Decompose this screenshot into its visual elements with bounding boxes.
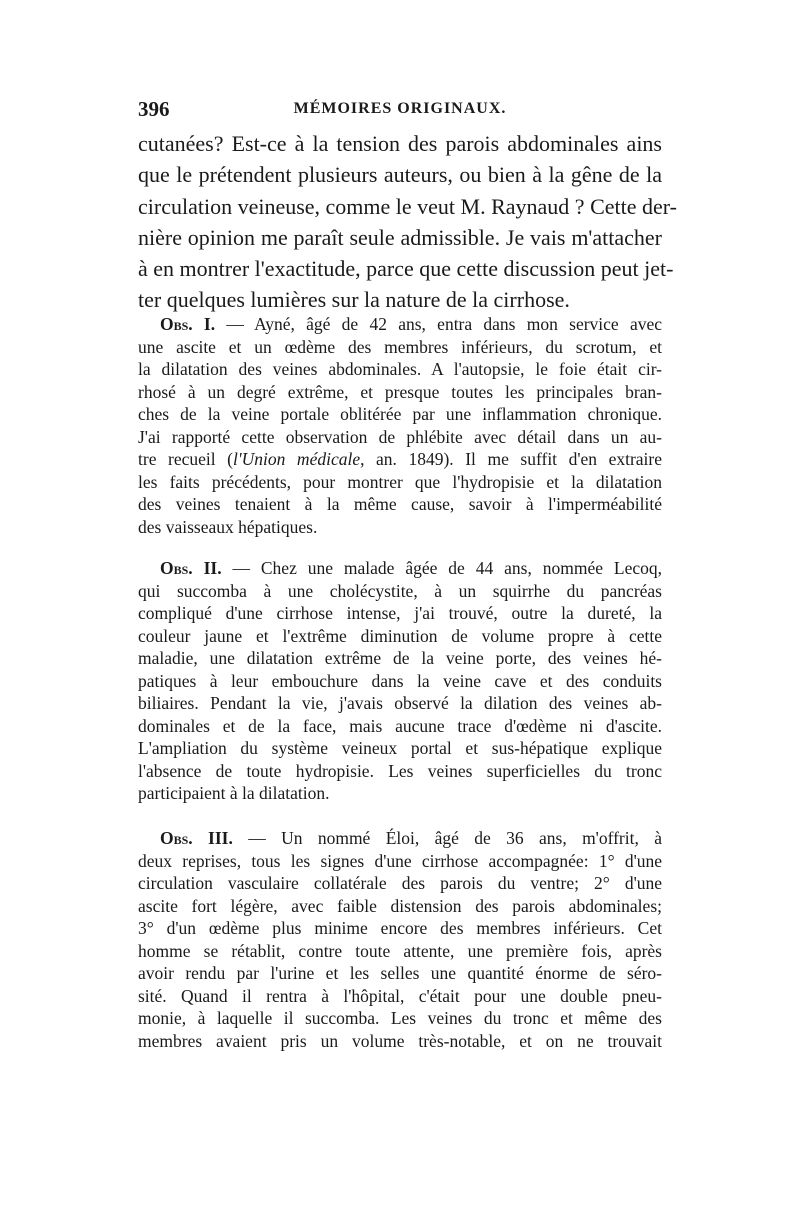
text-line: biliaires. Pendant la vie, j'avais observé la dilation des veines ab- [138,693,662,713]
text-run: , an. 1849). Il me suffit d'en extraire [360,449,663,469]
observation-1 [138,313,662,538]
text-line: circulation veineuse, comme le veut M. Raynaud ? Cette der- [138,193,677,219]
text-line: membres avaient pris un volume très-notable, et on ne trouvait [138,1030,662,1051]
text-line: cutanées? Est-ce à la tension des parois abdominales ains [138,131,662,156]
text-line: une ascite et un œdème des membres inférieurs, du scrotum, et [138,336,662,357]
text-run: tre recueil ( [138,449,234,469]
running-head: MÉMOIRES ORIGINAUX. [293,100,507,117]
text-line: dominales et de la face, mais aucune trace d'œdème ni d'ascite. [138,715,662,736]
text-line [138,313,662,336]
text-line: rhosé à un degré extrême, et presque toutes les principales bran- [138,381,662,402]
text-run: — Chez une malade âgée de 44 ans, nommée Lecoq, [221,558,662,578]
text-line [138,448,662,471]
text-line [138,557,662,580]
text-line: ter quelques lumières sur la nature de la cirrhose. [138,287,570,313]
text-line: l'absence de toute hydropisie. Les veines superficielles du tronc [138,760,662,781]
text-line: à en montrer l'exactitude, parce que cette discussion peut jet- [138,256,674,282]
text-line: circulation vasculaire collatérale des parois du ventre; 2° d'une [138,873,662,893]
text-line: maladie, une dilatation extrême de la veine porte, des veines hé- [138,648,662,668]
text-line: que le prétendent plusieurs auteurs, ou bien à la gêne de la [138,162,662,188]
observation-label: Obs. I. [160,314,216,334]
text-line: couleur jaune et l'extrême diminution de volume propre à cette [138,625,662,646]
text-line: 3° d'un œdème plus minime encore des membres inférieurs. Cet [138,918,662,938]
text-line: monie, à laquelle il succomba. Les veines du tronc et même des [138,1008,662,1028]
page-header [138,94,662,124]
observation-label: Obs. III. [160,828,233,848]
text-line: J'ai rapporté cette observation de phlébite avec détail dans un au- [138,426,662,447]
text-line: des veines tenaient à la même cause, savoir à l'imperméabilité [138,494,662,514]
text-line: sité. Quand il rentra à l'hôpital, c'était pour une double pneu- [138,985,662,1006]
text-line: nière opinion me paraît seule admissible. Je vais m'attacher [138,224,662,250]
text-line: L'ampliation du système veineux portal et sus-hépatique explique [138,738,662,758]
text-line: ches de la veine portale oblitérée par une inflammation chronique. [138,404,662,424]
page-number: 396 [138,97,170,121]
observation-label: Obs. II. [160,558,222,578]
text-line: la dilatation des veines abdominales. A l'autopsie, le foie était cir- [138,359,662,379]
text-line: participaient à la dilatation. [138,783,330,803]
journal-title: l'Union médicale [233,449,361,469]
text-line: patiques à leur embouchure dans la veine cave et des conduits [138,670,662,691]
text-line [138,827,662,850]
text-line: homme se rétablit, contre toute attente, une première fois, après [138,940,662,961]
observation-2 [138,557,662,805]
intro-paragraph [138,128,677,316]
text-line: les faits précédents, pour montrer que l'hydropisie et la dilatation [138,471,662,492]
text-line: ascite fort légère, avec faible distension des parois abdominales; [138,895,662,916]
observation-3 [138,827,662,1052]
text-line: compliqué d'une cirrhose intense, j'ai trouvé, outre la dureté, la [138,603,662,623]
text-line: des vaisseaux hépatiques. [138,516,318,537]
text-line: deux reprises, tous les signes d'une cirrhose accompagnée: 1° d'une [138,850,662,871]
text-run: — Ayné, âgé de 42 ans, entra dans mon service avec [215,314,662,334]
text-run: — Un nommé Éloi, âgé de 36 ans, m'offrit, à [232,828,662,848]
text-line: qui succomba à une cholécystite, à un squirrhe du pancréas [138,580,662,601]
text-line: avoir rendu par l'urine et les selles une quantité énorme de séro- [138,963,662,983]
